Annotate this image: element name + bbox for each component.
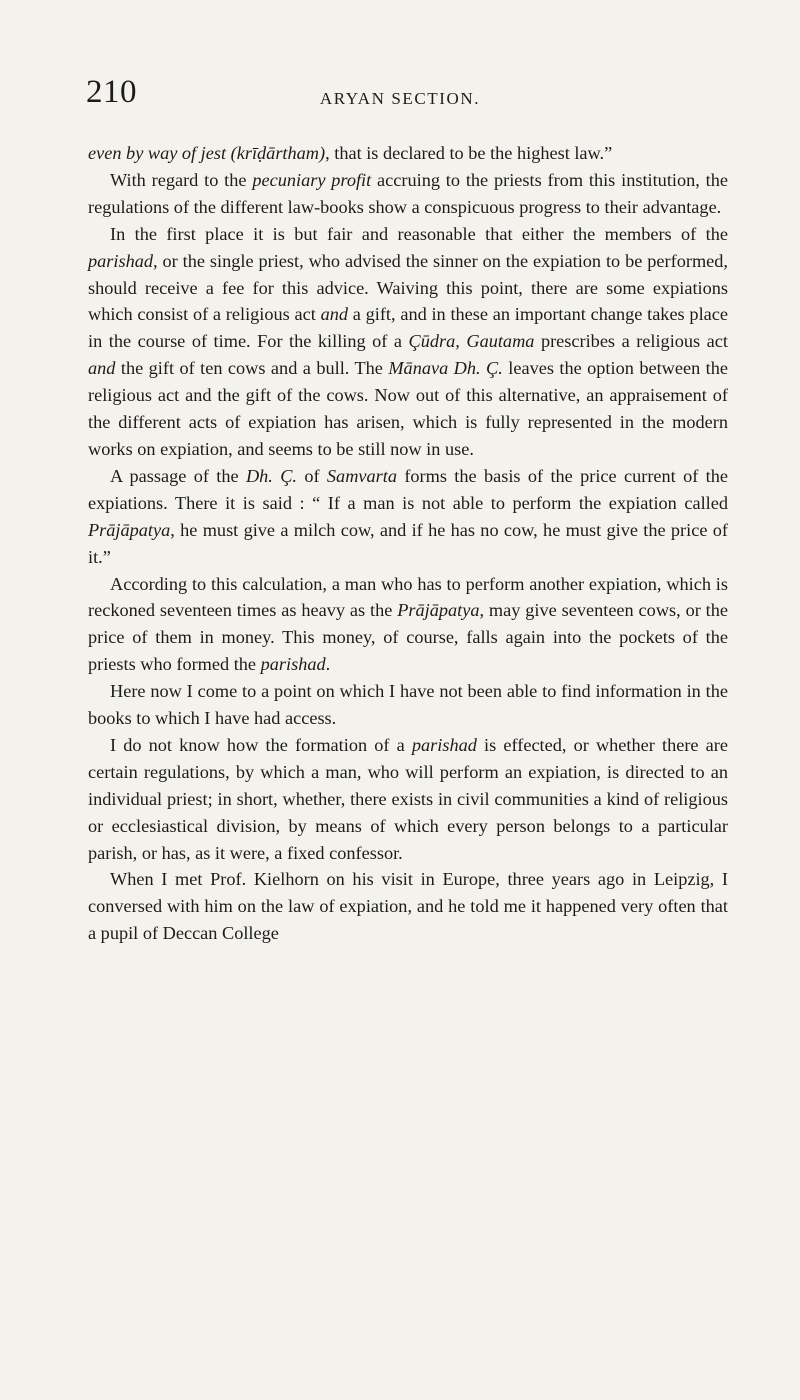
- text-run: forms the basis of the price current of the expiations. There it is said : “ If a man is not able to perform the expiation called: [88, 465, 729, 513]
- paragraph: [88, 463, 728, 571]
- paragraph: [88, 866, 728, 947]
- paragraph: [88, 678, 728, 732]
- text-run: a gift, and in these an important change takes place in the course of time. For the killing of a: [88, 304, 728, 352]
- text-run: accruing to the priests from this institution, the regulations of the different law-books show a conspicuous progress to their advantage.: [88, 169, 728, 217]
- text-run: , he must give a milch cow, and if he has no cow, he must give the price of it.”: [88, 519, 728, 567]
- italic-text: Çūdra, Gautama: [408, 331, 535, 352]
- italic-text: parishad: [88, 250, 154, 271]
- running-head: ARYAN SECTION.: [319, 89, 481, 108]
- paragraph: [88, 571, 728, 679]
- text-run: , may give seventeen cows, or the price of them in money. This money, of course, falls again into the pockets of the priests who formed the: [88, 600, 729, 675]
- text-run: prescribes a religious act: [534, 331, 728, 352]
- paragraph: [88, 140, 728, 167]
- text-run: According to this calculation, a man who has to perform another expiation, which is reckoned seventeen times as heavy as the: [88, 573, 728, 621]
- italic-text: and: [88, 358, 116, 379]
- text-run: the gift of ten cows and a bull. The: [115, 358, 389, 379]
- text-run: is effected, or whether there are certain regulations, by which a man, who will perform an expiation, is directed to an individual priest; in short, whether, there exists in civil communities a kind of religious or ecclesiastical division, by means of which every person belongs to a particular parish, or has, as it were, a fixed confessor.: [88, 734, 728, 863]
- text-run: When I met Prof. Kielhorn on his visit in Europe, three years ago in Leipzig, I conversed with him on the law of expiation, and he told me it happened very often that a pupil of Deccan College: [88, 869, 728, 944]
- text-run: A passage of the: [110, 465, 246, 486]
- text-run: Here now I come to a point on which I have not been able to find information in the books to which I have had access.: [88, 681, 728, 729]
- italic-text: Prājāpatya: [88, 519, 171, 540]
- text-run: With regard to the: [110, 169, 253, 190]
- paragraph: [88, 221, 728, 463]
- italic-text: Mānava Dh. Ç.: [388, 358, 503, 379]
- italic-text: and: [320, 304, 349, 325]
- italic-text: even by way of jest (krīḍārtham): [88, 143, 326, 163]
- text-run: , that is declared to be the highest law.”: [325, 143, 613, 163]
- italic-text: pecuniary profit: [252, 169, 372, 190]
- text-run: I do not know how the formation of a: [110, 734, 412, 755]
- text-block: [88, 140, 728, 947]
- italic-text: Prājāpatya: [397, 600, 480, 621]
- italic-text: parishad: [411, 734, 477, 755]
- text-run: , or the single priest, who advised the sinner on the expiation to be performed, should receive a fee for this advice. Waiving this point, there are some expiations which consist of a religious act: [88, 250, 728, 325]
- page-number: 210: [86, 74, 137, 110]
- text-run: .: [325, 654, 331, 675]
- italic-text: Dh. Ç.: [245, 465, 297, 486]
- italic-text: Samvarta: [326, 465, 397, 486]
- text-run: of: [297, 465, 327, 486]
- text-run: leaves the option between the religious act and the gift of the cows. Now out of this alternative, an appraisement of the different acts of expiation has arisen, which is fully represented in the modern works on expiation, and seems to be still now in use.: [88, 358, 728, 459]
- paragraph: [88, 167, 728, 221]
- text-run: In the first place it is but fair and reasonable that either the members of the: [110, 223, 728, 244]
- paragraph: [88, 732, 728, 867]
- italic-text: parishad: [260, 654, 326, 675]
